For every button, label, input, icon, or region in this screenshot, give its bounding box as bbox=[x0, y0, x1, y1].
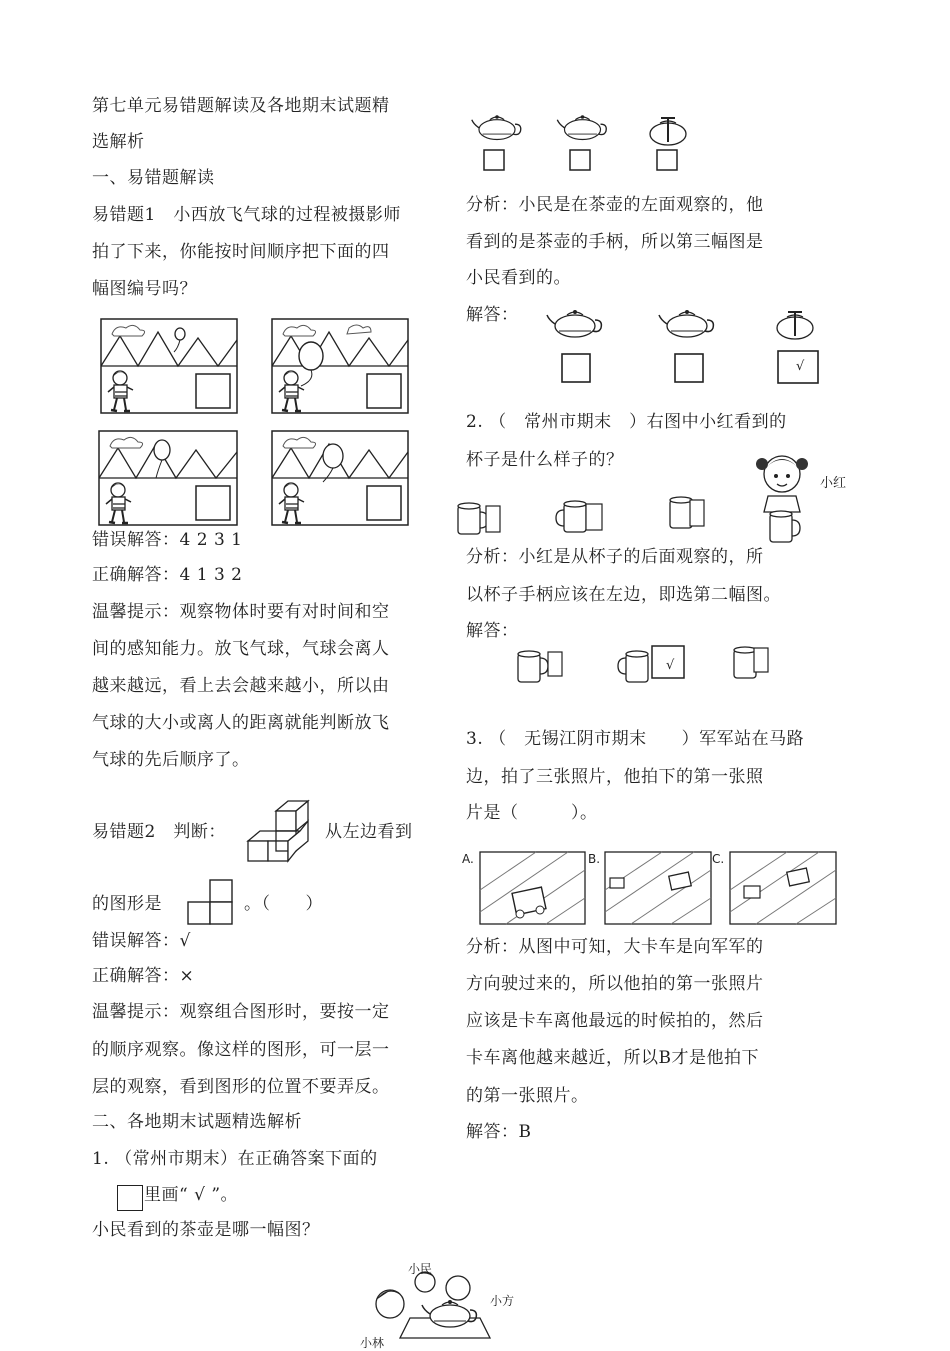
p2-text-line2: 杯子是什么样子的？ bbox=[466, 450, 624, 470]
q2-text-part1: 易错题2 判断： bbox=[92, 822, 226, 842]
balloon-panel-1 bbox=[100, 318, 240, 416]
q1-text-line3: 幅图编号吗？ bbox=[92, 279, 197, 299]
p1-answer-label: 解答： bbox=[466, 305, 519, 325]
q1-right-answer: 正确解答：4 1 3 2 bbox=[92, 565, 243, 585]
p3-option-a: A. bbox=[462, 852, 474, 866]
doc-title-line2: 选解析 bbox=[92, 132, 145, 152]
p3-analysis-line1: 分析：从图中可知，大卡车是向军军的 bbox=[466, 937, 764, 957]
p1-answer-teapots bbox=[545, 306, 835, 390]
q1-tip-line1: 温馨提示：观察物体时要有对时间和空 bbox=[92, 602, 390, 622]
q1-text-line1: 易错题1 小西放飞气球的过程被摄影师 bbox=[92, 205, 401, 225]
section-heading-1: 一、易错题解读 bbox=[92, 168, 215, 188]
p1-text-line2: 里画“ √ ”。 bbox=[144, 1185, 239, 1205]
q2-right-answer: 正确解答：× bbox=[92, 966, 195, 986]
q2-tip-line1: 温馨提示：观察组合图形时，要按一定 bbox=[92, 1002, 390, 1022]
p2-answer-label: 解答： bbox=[466, 621, 519, 641]
q2-tip-line3: 层的观察，看到图形的位置不要弄反。 bbox=[92, 1077, 390, 1097]
p3-analysis-line2: 方向驶过来的，所以他拍的第一张照片 bbox=[466, 974, 764, 994]
q1-tip-line4: 气球的大小或离人的距离就能判断放飞 bbox=[92, 713, 390, 733]
p2-answer-cups bbox=[518, 644, 798, 686]
section-heading-2: 二、各地期末试题精选解析 bbox=[92, 1112, 302, 1132]
p3-text-line2: 边，拍了三张照片，他拍下的第一张照 bbox=[466, 767, 764, 787]
p1-analysis-line3: 小民看到的。 bbox=[466, 268, 571, 288]
p3-analysis-line3: 应该是卡车离他最远的时候拍的，然后 bbox=[466, 1011, 764, 1031]
p1-analysis-line2: 看到的是茶壶的手柄，所以第三幅图是 bbox=[466, 232, 764, 252]
p3-truck-photos bbox=[476, 850, 841, 926]
q2-text-part2: 从左边看到 bbox=[325, 822, 413, 842]
p2-cup-options bbox=[458, 496, 803, 546]
p2-analysis-line2: 以杯子手柄应该在左边，即选第二幅图。 bbox=[466, 585, 781, 605]
q2-tip-line2: 的顺序观察。像这样的图形，可一层一 bbox=[92, 1040, 390, 1060]
kid-name-xiaomin: 小民 bbox=[408, 1262, 433, 1276]
p2-analysis-line1: 分析：小红是从杯子的后面观察的，所 bbox=[466, 547, 764, 567]
p3-analysis-line5: 的第一张照片。 bbox=[466, 1086, 589, 1106]
q1-text-line2: 拍了下来，你能按时间顺序把下面的四 bbox=[92, 242, 390, 262]
q2-text-part3: 的图形是 bbox=[92, 894, 162, 914]
p1-check-mark: √ bbox=[796, 359, 805, 374]
p3-text-line1: 3. （ 无锡江阴市期末 ）军军站在马路 bbox=[466, 729, 805, 749]
balloon-panel-2 bbox=[271, 318, 411, 416]
p3-option-c: C. bbox=[712, 852, 725, 866]
p1-text-line1: 1. （常州市期末）在正确答案下面的 bbox=[92, 1149, 378, 1169]
p1-text-line3: 小民看到的茶壶是哪一幅图？ bbox=[92, 1220, 320, 1240]
p3-option-b: B. bbox=[588, 852, 601, 866]
balloon-panel-4 bbox=[271, 430, 411, 528]
q2-text-part4: 。（ ） bbox=[244, 894, 323, 914]
q1-tip-line3: 越来越远，看上去会越来越小，所以由 bbox=[92, 676, 390, 696]
kid-name-xiaofang: 小方 bbox=[490, 1294, 515, 1308]
balloon-panel-3 bbox=[98, 430, 240, 528]
q2-wrong-answer: 错误解答：√ bbox=[92, 931, 191, 951]
p2-text-line1: 2. （ 常州市期末 ）右图中小红看到的 bbox=[466, 412, 787, 432]
p2-check-mark: √ bbox=[666, 658, 675, 673]
p3-text-line3: 片是（ ）。 bbox=[466, 803, 598, 823]
p1-analysis-line1: 分析：小民是在茶壶的左面观察的，他 bbox=[466, 195, 764, 215]
doc-title-line1: 第七单元易错题解读及各地期末试题精 bbox=[92, 96, 390, 116]
q1-tip-line2: 间的感知能力。放飞气球，气球会离人 bbox=[92, 639, 390, 659]
girl-name-label: 小红 bbox=[820, 476, 847, 491]
answer-box-sample bbox=[117, 1185, 143, 1211]
kid-name-xiaolin: 小林 bbox=[360, 1336, 385, 1350]
q1-tip-line5: 气球的先后顺序了。 bbox=[92, 750, 250, 770]
cube-stack-figure bbox=[246, 799, 316, 865]
p3-answer: 解答：B bbox=[466, 1122, 532, 1142]
p1-teapot-options bbox=[470, 108, 710, 178]
squares-view-figure bbox=[186, 878, 236, 928]
q1-wrong-answer: 错误解答：4 2 3 1 bbox=[92, 530, 243, 550]
p3-analysis-line4: 卡车离他越来越近，所以B才是他拍下 bbox=[466, 1048, 759, 1068]
